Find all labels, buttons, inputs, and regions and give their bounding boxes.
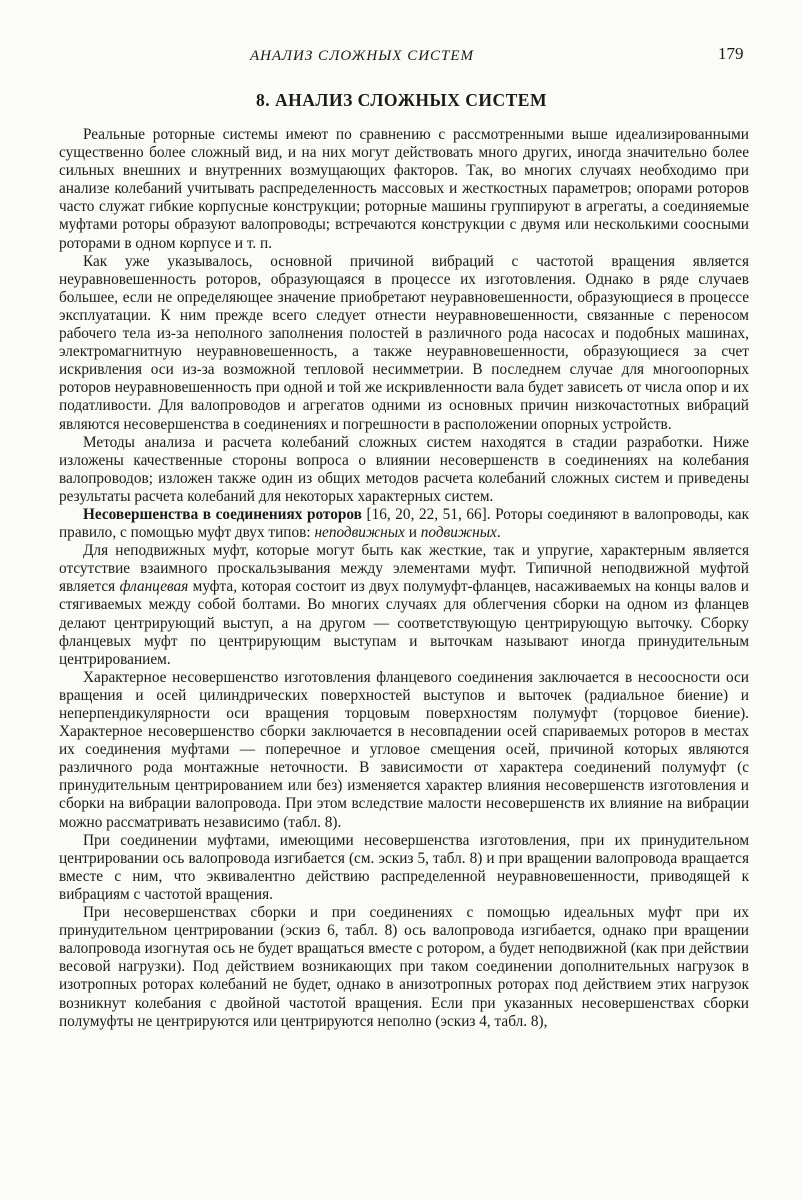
paragraph-manufacturing-imperfections: Характерное несовершенство изготовления фланцевого соединения заключается в несоосности оси вращения и осей цилиндрических поверхностей выступов и выточек (радиальное биение) и неперпендикулярности оси вращения торцовым поверхностям полумуфт (торцовое биение). Характерное несовершенство сборки заключается в несовпадении осей спариваемых роторов в местах их соединения муфтами — поперечное и угловое смещения осей, причиной которых являются различного рода монтажные неточности. В зависимости от характера соединений полумуфт (с принудительным центрированием или без) изменяется характер влияния несовершенств изготовления и сборки на вибрации валопровода. При этом вследствие малости несовершенств их влияние на вибрации можно рассматривать независимо (табл. 8). bbox=[59, 668, 749, 831]
paragraph-fixed-couplings bbox=[59, 542, 749, 669]
paragraph-lead-text: [16, 20, 22, 51, 66]. Роторы соединяют в валопроводы, как правило, с помощью муфт двух типов: bbox=[59, 505, 750, 542]
paragraph-intro: Реальные роторные системы имеют по сравнению с рассмотренными выше идеализированными существенно более сложный вид, и на них могут действовать много других, иногда значительно более сильных внешних и внутренних возмущающих факторов. Так, во многих случаях необходимо при анализе колебаний учитывать распределенность массовых и жесткостных параметров; опорами роторов часто служат гибкие корпусные конструкции; роторные машины группируют в агрегаты, а соединяемые муфтами роторы образуют валопроводы; встречаются конструкции с двумя или несколькими соосными роторами в одном корпусе и т. п. bbox=[59, 126, 749, 252]
running-header: АНАЛИЗ СЛОЖНЫХ СИСТЕМ bbox=[250, 48, 475, 64]
paragraph-assembly-imperfections: При несовершенствах сборки и при соединениях с помощью идеальных муфт при их принудительном центрировании (эскиз 6, табл. 8) ось валопровода изгибается, однако при вращении валопровода изогнутая ось не будет вращаться вместе с ротором, а будет неподвижной (как при действии весовой нагрузки). Под действием возникающих при таком соединении дополнительных нагрузок в изотропных роторах колебаний не будет, однако в анизотропных роторах под действием этих нагрузок возникнут колебания с двойной частотой вращения. Если при указанных несовершенствах сборки полумуфты не центрируются или центрируются неполно (эскиз 4, табл. 8), bbox=[59, 904, 749, 1030]
paragraph-imbalance: Как уже указывалось, основной причиной вибраций с частотой вращения является неуравновешенность роторов, образующаяся в процессе их изготовления. Однако в ряде случаев большее, если не определяющее значение приобретают неуравновешенности, образующиеся в процессе эксплуатации. К ним прежде всего следует отнести неуравновешенности, связанные с переносом рабочего тела из-за неполного заполнения полостей в различного рода насосах и подобных машинах, электромагнитную неуравновешенность, а также неуравновешенности, образующиеся за счет искривления оси из-за возможной тепловой несимметрии. В последнем случае для многоопорных роторов неуравновешенность при одной и той же искривленности вала будет зависеть от числа опор и их податливости. Для валопроводов и агрегатов одними из основных причин низкочастотных вибраций являются несовершенства в соединениях и погрешности в расположении опорных устройств. bbox=[59, 252, 749, 433]
conjunction: и bbox=[404, 524, 421, 542]
section-title: 8. АНАЛИЗ СЛОЖНЫХ СИСТЕМ bbox=[256, 90, 547, 110]
emphasis-fixed: неподвижных bbox=[314, 524, 405, 542]
paragraph-forced-centering: При соединении муфтами, имеющими несовершенства изготовления, при их принудительном центрировании ось валопровода изгибается (см. эскиз 5, табл. 8) и при вращении валопровода вращается вместе с ним, что эквивалентно действию распределенной неуравновешенности, приводящей к вибрациям с частотой вращения. bbox=[59, 831, 749, 903]
sentence-end: . bbox=[496, 524, 501, 542]
body-text bbox=[59, 126, 749, 1031]
paragraph-lead-heading: Несовершенства в соединениях роторов bbox=[83, 505, 362, 523]
emphasis-flange: фланцевая bbox=[119, 578, 189, 596]
emphasis-movable: подвижных bbox=[420, 524, 497, 542]
flange-text-part2: муфта, которая состоит из двух полумуфт-фланцев, насаживаемых на концы валов и стягиваемых между собой болтами. Во многих случаях для облегчения сборки на одном из фланцев делают центрирующий выступ, а на другом — соответствующую центрирующую выточку. Сборку фланцевых муфт по центрирующим выступам и выточкам называют иногда принудительным центрированием. bbox=[59, 578, 749, 668]
paragraph-coupling-imperfections bbox=[59, 506, 749, 542]
flange-text-part1: Для неподвижных муфт, которые могут быть как жесткие, так и упругие, характерным является отсутствие взаимного проскальзывания между элементами муфт. Типичной неподвижной муфтой является bbox=[59, 542, 749, 596]
page-number: 179 bbox=[718, 44, 744, 63]
paragraph-methods: Методы анализа и расчета колебаний сложных систем находятся в стадии разработки. Ниже изложены качественные стороны вопроса о влиянии несовершенств в соединениях на колебания валопроводов; изложен также один из общих методов расчета колебаний сложных систем и приведены результаты расчета колебаний для некоторых характерных систем. bbox=[59, 433, 749, 505]
